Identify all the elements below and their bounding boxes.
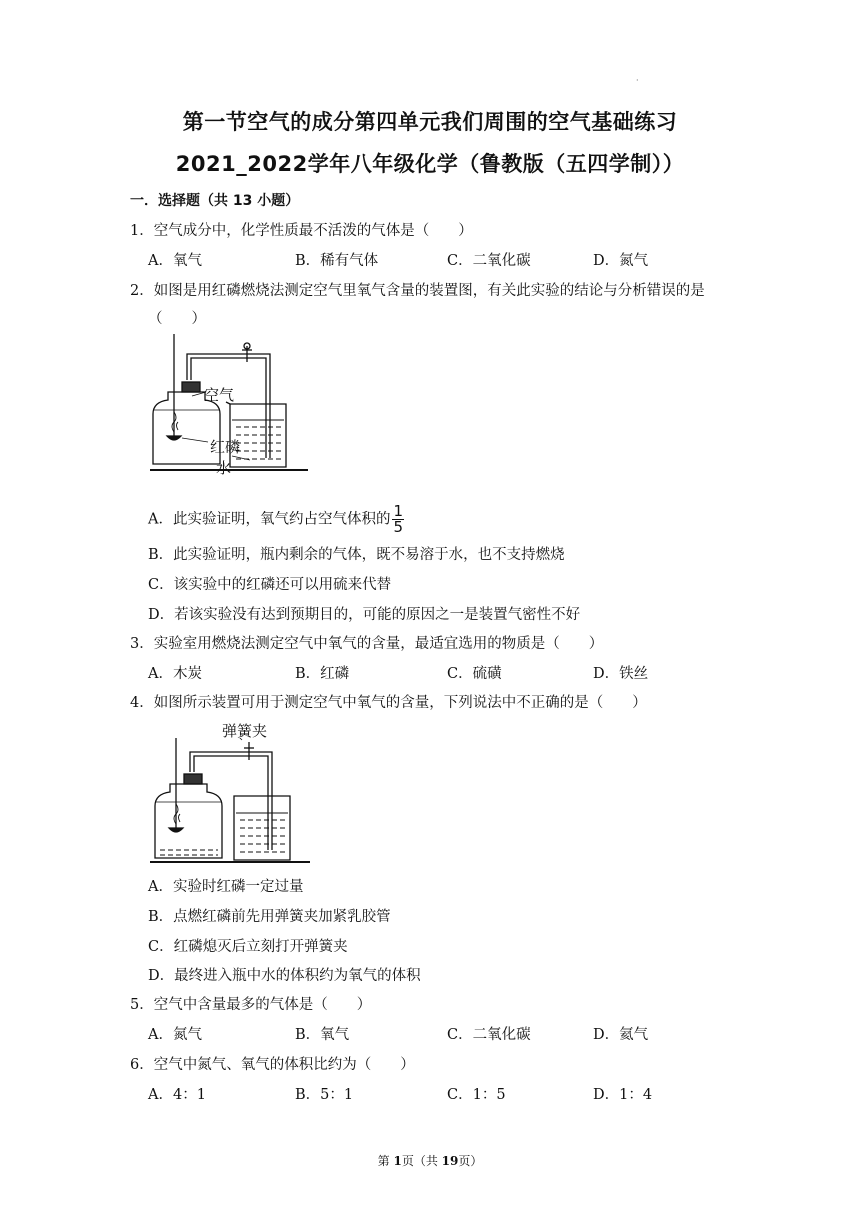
question-2-option-a: [148, 504, 404, 535]
question-2-stem: 2．如图是用红磷燃烧法测定空气里氧气含量的装置图，有关此实验的结论与分析错误的是: [130, 283, 705, 299]
figure-1-label-air: 空气: [204, 386, 235, 404]
page-footer: [0, 1152, 860, 1169]
document-title-line1: 第一节空气的成分第四单元我们周围的空气基础练习: [182, 110, 678, 134]
question-2-option-c: C．该实验中的红磷还可以用硫来代替: [148, 577, 392, 593]
question-6-option-a: A．4：1: [148, 1087, 206, 1103]
question-5-stem: 5．空气中含量最多的气体是（ ）: [130, 997, 372, 1013]
footer-total-pages: 19: [441, 1154, 459, 1168]
question-1-option-a: A．氧气: [148, 253, 202, 269]
apparatus-figure-2: [150, 738, 312, 866]
footer-suffix: 页）: [458, 1154, 483, 1168]
question-4-option-c: C．红磷熄灭后立刻打开弹簧夹: [148, 939, 348, 955]
question-4-stem: 4．如图所示装置可用于测定空气中氧气的含量，下列说法中不正确的是（ ）: [130, 695, 647, 711]
fraction-denominator: 5: [393, 518, 404, 536]
question-3-stem: 3．实验室用燃烧法测定空气中氧气的含量，最适宜选用的物质是（ ）: [130, 636, 604, 652]
question-3-option-c: C．硫磺: [447, 666, 502, 682]
document-title-line2: 2021_2022学年八年级化学（鲁教版（五四学制））: [175, 152, 685, 176]
question-1-option-d: D．氮气: [593, 253, 649, 269]
question-5-option-c: C．二氧化碳: [447, 1027, 531, 1043]
question-1-option-c: C．二氧化碳: [447, 253, 531, 269]
question-5-option-d: D．氦气: [593, 1027, 649, 1043]
question-2-option-b: B．此实验证明，瓶内剩余的气体，既不易溶于水，也不支持燃烧: [148, 547, 565, 563]
question-4-option-d: D．最终进入瓶中水的体积约为氧气的体积: [148, 968, 421, 984]
fraction-numerator: 1: [393, 502, 404, 520]
question-3-option-b: B．红磷: [295, 666, 350, 682]
question-6-option-d: D．1：4: [593, 1087, 653, 1103]
question-2-option-a-text: A．此实验证明，氧气约占空气体积的: [148, 511, 391, 528]
footer-middle: 页（共: [401, 1154, 442, 1168]
question-5-option-a: A．氮气: [148, 1027, 202, 1043]
question-3-option-d: D．铁丝: [593, 666, 649, 682]
question-5-option-b: B．氧气: [295, 1027, 350, 1043]
fraction-one-fifth: [392, 504, 404, 535]
question-1-stem: 1．空气成分中，化学性质最不活泼的气体是（ ）: [130, 223, 473, 239]
question-2-option-d: D．若该实验没有达到预期目的，可能的原因之一是装置气密性不好: [148, 607, 581, 623]
question-6-option-c: C．1：5: [447, 1087, 506, 1103]
footer-prefix: 第: [377, 1154, 394, 1168]
stray-dot: ·: [636, 76, 639, 85]
question-6-stem: 6．空气中氮气、氧气的体积比约为（ ）: [130, 1057, 415, 1073]
figure-2-label-spring-clip: 弹簧夹: [222, 722, 268, 740]
section-heading: 一．选择题（共 13 小题）: [130, 193, 300, 209]
question-3-option-a: A．木炭: [148, 666, 202, 682]
footer-page-number: 1: [393, 1154, 402, 1168]
question-1-option-b: B．稀有气体: [295, 253, 379, 269]
question-4-option-a: A．实验时红磷一定过量: [148, 879, 304, 895]
question-6-option-b: B．5：1: [295, 1087, 354, 1103]
question-4-option-b: B．点燃红磷前先用弹簧夹加紧乳胶管: [148, 909, 391, 925]
question-2-stem-cont: （ ）: [148, 311, 206, 327]
figure-1-label-red-phosphorus: 红磷: [210, 438, 241, 456]
figure-1-label-water: 水: [216, 459, 232, 477]
